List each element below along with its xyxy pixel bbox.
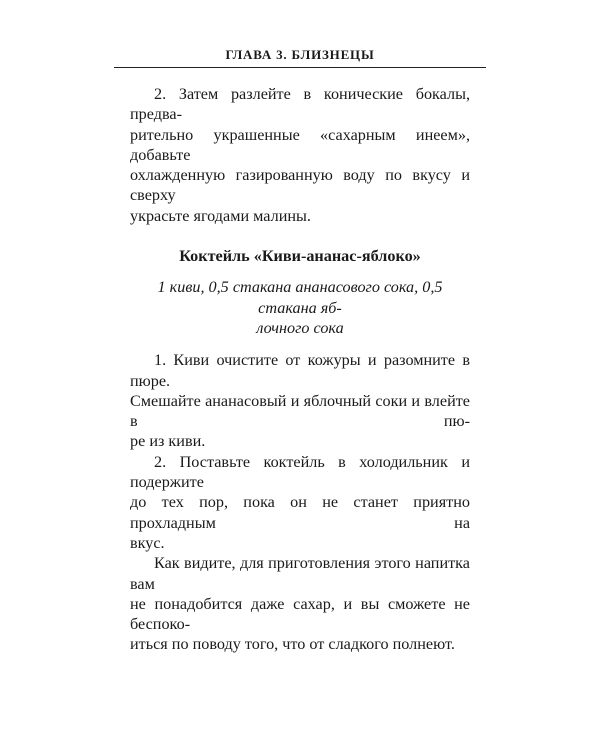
text-line: ре из киви. [130,432,206,451]
page-body [130,84,470,655]
text-line: рительно украшенные «сахарным инеем», добавьте [130,125,470,164]
text-line: охлажденную газированную воду по вкусу и сверху [130,166,470,205]
ingredients-line: 1 киви, 0,5 стакана ананасового сока, 0,5 стакана яб- [157,278,443,317]
recipe-ingredients [130,277,470,338]
text-line: не понадобится даже сахар, и вы сможете не беспоко- [130,594,470,634]
header-rule [114,67,486,68]
recipe-step-2 [130,452,470,553]
text-line: украсьте ягодами малины. [130,206,311,225]
text-line: иться по поводу того, что от сладкого полнеют. [130,635,455,654]
text-line: Смешайте ананасовый и яблочный соки и влейте в пю- [130,391,470,431]
text-line: Как видите, для приготовления этого напитка вам [130,554,470,593]
running-head: ГЛАВА 3. БЛИЗНЕЦЫ [225,47,375,62]
paragraph-step-2-previous [130,84,470,226]
text-line: до тех пор, пока он не станет приятно прохладным на [130,493,470,532]
ingredients-line: лочного сока [256,318,344,337]
text-line: вкус. [130,533,165,552]
recipe-step-1 [130,350,470,451]
text-line: 2. Поставьте коктейль в холодильник и подержите [130,452,470,492]
text-line: 1. Киви очистите от кожуры и разомните в пюре. [130,351,470,390]
closing-paragraph [130,553,470,654]
recipe-title: Коктейль «Киви-ананас-яблоко» [179,247,421,266]
text-line: 2. Затем разлейте в конические бокалы, предва- [130,85,470,124]
